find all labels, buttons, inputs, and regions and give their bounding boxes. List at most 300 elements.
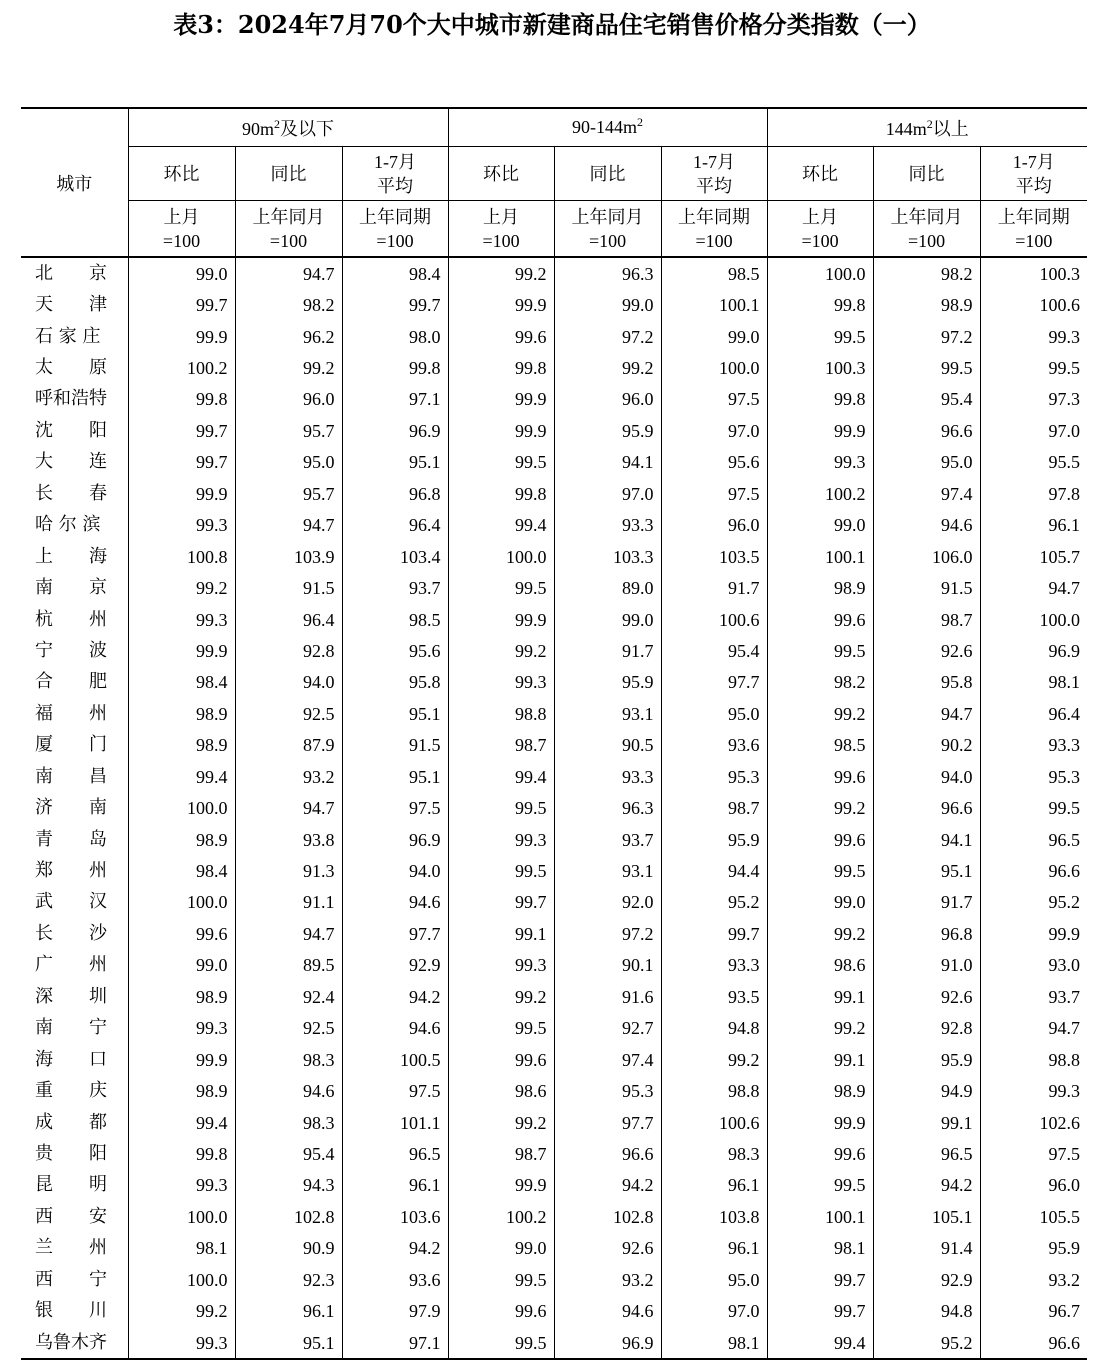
value-cell: 96.4 — [235, 604, 342, 635]
base-cell — [128, 201, 235, 258]
value-cell: 98.5 — [661, 257, 767, 289]
value-cell: 95.1 — [342, 761, 448, 792]
value-cell: 99.3 — [448, 667, 554, 698]
value-cell: 95.3 — [661, 761, 767, 792]
value-cell: 90.9 — [235, 1233, 342, 1264]
value-cell: 99.7 — [448, 887, 554, 918]
value-cell: 91.7 — [873, 887, 980, 918]
subheader-cell — [448, 147, 554, 201]
value-cell: 93.2 — [554, 1264, 661, 1295]
value-cell: 99.9 — [128, 1044, 235, 1075]
city-cell: 济 南 — [35, 797, 107, 819]
table-row — [21, 887, 1087, 918]
value-cell: 100.6 — [980, 289, 1087, 320]
base-text: 上年同期 — [678, 206, 751, 227]
value-cell: 100.2 — [128, 352, 235, 383]
value-cell: 99.5 — [980, 352, 1087, 383]
value-cell: 98.0 — [342, 321, 448, 352]
table-row — [21, 981, 1087, 1012]
value-cell: 98.8 — [448, 698, 554, 729]
group-header-large: $144m^2$以上 — [767, 108, 1087, 147]
value-cell: 93.6 — [342, 1264, 448, 1295]
value-cell: 103.6 — [342, 1201, 448, 1232]
value-cell: 93.6 — [661, 730, 767, 761]
value-cell: 100.3 — [980, 257, 1087, 289]
value-cell: 91.7 — [554, 635, 661, 666]
value-cell: 98.3 — [235, 1107, 342, 1138]
base-text: 上年同月 — [890, 206, 963, 227]
value-cell: 100.0 — [661, 352, 767, 383]
value-cell: 93.3 — [554, 761, 661, 792]
table-row — [21, 792, 1087, 823]
value-cell: 99.3 — [448, 950, 554, 981]
value-cell: 99.6 — [448, 1295, 554, 1326]
value-cell: 99.7 — [767, 1264, 873, 1295]
value-cell: 99.1 — [873, 1107, 980, 1138]
value-cell: 101.1 — [342, 1107, 448, 1138]
city-cell: 昆 明 — [35, 1174, 107, 1196]
base-cell — [661, 201, 767, 258]
value-cell: 97.2 — [873, 321, 980, 352]
value-cell: 95.7 — [235, 415, 342, 446]
value-cell: 99.6 — [767, 761, 873, 792]
value-cell: 94.7 — [873, 698, 980, 729]
value-cell: 99.1 — [448, 918, 554, 949]
value-cell: 99.5 — [448, 572, 554, 603]
value-cell: 97.4 — [554, 1044, 661, 1075]
base-text: =100 — [695, 230, 733, 251]
value-cell: 100.5 — [342, 1044, 448, 1075]
value-cell: 91.1 — [235, 887, 342, 918]
value-cell: 97.1 — [342, 1327, 448, 1359]
value-cell: 93.3 — [554, 510, 661, 541]
value-cell: 96.7 — [980, 1295, 1087, 1326]
value-cell: 98.9 — [128, 698, 235, 729]
value-cell: 98.1 — [128, 1233, 235, 1264]
city-cell: 南 京 — [35, 577, 107, 599]
value-cell: 99.1 — [767, 1044, 873, 1075]
table-row — [21, 1075, 1087, 1106]
city-cell: 石 家 庄 — [35, 325, 101, 347]
value-cell: 94.1 — [554, 447, 661, 478]
table-row — [21, 1295, 1087, 1326]
value-cell: 99.7 — [128, 447, 235, 478]
value-cell: 91.4 — [873, 1233, 980, 1264]
value-cell: 97.0 — [661, 1295, 767, 1326]
value-cell: 95.9 — [661, 824, 767, 855]
subheader-cell — [235, 147, 342, 201]
value-cell: 95.1 — [342, 447, 448, 478]
value-cell: 96.1 — [342, 1170, 448, 1201]
value-cell: 99.4 — [448, 761, 554, 792]
value-cell: 94.0 — [342, 855, 448, 886]
value-cell: 99.3 — [448, 824, 554, 855]
value-cell: 93.3 — [980, 730, 1087, 761]
value-cell: 92.7 — [554, 1013, 661, 1044]
table-body — [21, 257, 1087, 1359]
value-cell: 99.4 — [128, 1107, 235, 1138]
value-cell: 94.4 — [661, 855, 767, 886]
base-text: =100 — [801, 230, 839, 251]
value-cell: 96.0 — [980, 1170, 1087, 1201]
value-cell: 92.0 — [554, 887, 661, 918]
value-cell: 92.6 — [554, 1233, 661, 1264]
value-cell: 98.8 — [661, 1075, 767, 1106]
value-cell: 98.8 — [980, 1044, 1087, 1075]
value-cell: 105.1 — [873, 1201, 980, 1232]
value-cell: 99.4 — [128, 761, 235, 792]
value-cell: 98.9 — [128, 730, 235, 761]
value-cell: 99.4 — [767, 1327, 873, 1359]
value-cell: 94.0 — [235, 667, 342, 698]
value-cell: 96.6 — [980, 1327, 1087, 1359]
city-cell: 武 汉 — [35, 891, 107, 913]
value-cell: 96.1 — [661, 1233, 767, 1264]
table-row — [21, 824, 1087, 855]
value-cell: 94.9 — [873, 1075, 980, 1106]
value-cell: 96.5 — [873, 1138, 980, 1169]
subheader-cell — [128, 147, 235, 201]
value-cell: 99.9 — [128, 321, 235, 352]
table-row — [21, 698, 1087, 729]
city-cell: 杭 州 — [35, 608, 107, 630]
base-cell — [873, 201, 980, 258]
base-text: =100 — [482, 230, 520, 251]
value-cell: 100.0 — [767, 257, 873, 289]
value-cell: 99.6 — [448, 1044, 554, 1075]
value-cell: 98.9 — [128, 981, 235, 1012]
value-cell: 97.2 — [554, 321, 661, 352]
value-cell: 89.0 — [554, 572, 661, 603]
table-row — [21, 289, 1087, 320]
value-cell: 99.3 — [128, 510, 235, 541]
value-cell: 105.5 — [980, 1201, 1087, 1232]
value-cell: 99.7 — [767, 1295, 873, 1326]
value-cell: 99.2 — [235, 352, 342, 383]
table-row — [21, 1327, 1087, 1359]
value-cell: 98.5 — [767, 730, 873, 761]
value-cell: 98.7 — [448, 730, 554, 761]
value-cell: 95.8 — [873, 667, 980, 698]
table-row — [21, 1013, 1087, 1044]
table-row — [21, 572, 1087, 603]
value-cell: 103.4 — [342, 541, 448, 572]
value-cell: 95.2 — [661, 887, 767, 918]
base-cell — [554, 201, 661, 258]
value-cell: 90.2 — [873, 730, 980, 761]
value-cell: 92.9 — [342, 950, 448, 981]
value-cell: 96.6 — [873, 415, 980, 446]
city-cell: 郑 州 — [35, 860, 107, 882]
value-cell: 98.1 — [661, 1327, 767, 1359]
value-cell: 100.0 — [448, 541, 554, 572]
value-cell: 103.3 — [554, 541, 661, 572]
value-cell: 99.5 — [448, 1327, 554, 1359]
value-cell: 95.6 — [661, 447, 767, 478]
value-cell: 99.2 — [448, 1107, 554, 1138]
value-cell: 94.2 — [873, 1170, 980, 1201]
subheader-text: 平均 — [1015, 175, 1052, 196]
base-cell — [767, 201, 873, 258]
base-text: 上年同期 — [359, 206, 431, 227]
subheader-cell — [980, 147, 1087, 201]
value-cell: 98.7 — [661, 792, 767, 823]
value-cell: 99.5 — [448, 1013, 554, 1044]
value-cell: 94.2 — [554, 1170, 661, 1201]
value-cell: 99.3 — [128, 1170, 235, 1201]
value-cell: 97.0 — [980, 415, 1087, 446]
city-column-header: 城市 — [21, 108, 128, 257]
subheader-text: 同比 — [589, 163, 626, 184]
city-cell: 上 海 — [35, 545, 107, 567]
table-row — [21, 855, 1087, 886]
value-cell: 100.0 — [128, 792, 235, 823]
value-cell: 91.6 — [554, 981, 661, 1012]
subheader-cell — [554, 147, 661, 201]
value-cell: 91.5 — [873, 572, 980, 603]
value-cell: 98.2 — [767, 667, 873, 698]
value-cell: 96.6 — [980, 855, 1087, 886]
value-cell: 106.0 — [873, 541, 980, 572]
value-cell: 97.5 — [661, 384, 767, 415]
city-cell: 宁 波 — [35, 639, 107, 661]
value-cell: 91.3 — [235, 855, 342, 886]
value-cell: 95.6 — [342, 635, 448, 666]
base-row — [21, 201, 1087, 258]
value-cell: 92.8 — [235, 635, 342, 666]
value-cell: 98.5 — [342, 604, 448, 635]
value-cell: 98.7 — [448, 1138, 554, 1169]
city-cell: 呼和浩特 — [35, 388, 107, 410]
value-cell: 100.8 — [128, 541, 235, 572]
value-cell: 94.8 — [873, 1295, 980, 1326]
table-row — [21, 1044, 1087, 1075]
city-cell: 广 州 — [35, 954, 107, 976]
base-text: 上年同月 — [252, 206, 325, 227]
value-cell: 93.8 — [235, 824, 342, 855]
subheader-cell — [661, 147, 767, 201]
subheader-cell — [342, 147, 448, 201]
table-title: 表3：2024年7月70个大中城市新建商品住宅销售价格分类指数（一） — [173, 10, 931, 39]
value-cell: 99.6 — [128, 918, 235, 949]
value-cell: 94.1 — [873, 824, 980, 855]
city-cell: 厦 门 — [35, 734, 107, 756]
value-cell: 99.7 — [128, 289, 235, 320]
city-cell: 南 宁 — [35, 1017, 107, 1039]
value-cell: 94.7 — [980, 572, 1087, 603]
city-cell: 北 京 — [35, 262, 107, 284]
value-cell: 97.8 — [980, 478, 1087, 509]
value-cell: 94.6 — [342, 887, 448, 918]
value-cell: 97.3 — [980, 384, 1087, 415]
table-row — [21, 321, 1087, 352]
value-cell: 99.9 — [448, 384, 554, 415]
value-cell: 99.5 — [767, 321, 873, 352]
value-cell: 95.7 — [235, 478, 342, 509]
value-cell: 96.4 — [980, 698, 1087, 729]
value-cell: 95.0 — [873, 447, 980, 478]
value-cell: 99.5 — [767, 635, 873, 666]
value-cell: 96.8 — [873, 918, 980, 949]
value-cell: 97.5 — [342, 1075, 448, 1106]
value-cell: 99.0 — [554, 604, 661, 635]
city-cell: 重 庆 — [35, 1080, 107, 1102]
value-cell: 99.2 — [448, 981, 554, 1012]
value-cell: 93.5 — [661, 981, 767, 1012]
value-cell: 94.0 — [873, 761, 980, 792]
table-row — [21, 730, 1087, 761]
value-cell: 91.5 — [342, 730, 448, 761]
value-cell: 99.2 — [661, 1044, 767, 1075]
city-cell: 长 春 — [35, 482, 107, 504]
value-cell: 100.2 — [767, 478, 873, 509]
value-cell: 99.2 — [554, 352, 661, 383]
value-cell: 99.9 — [128, 478, 235, 509]
value-cell: 103.9 — [235, 541, 342, 572]
value-cell: 96.0 — [235, 384, 342, 415]
value-cell: 98.4 — [342, 257, 448, 289]
value-cell: 99.7 — [661, 918, 767, 949]
value-cell: 97.5 — [980, 1138, 1087, 1169]
subheader-text: 平均 — [377, 175, 413, 196]
value-cell: 99.3 — [128, 1327, 235, 1359]
value-cell: 96.9 — [980, 635, 1087, 666]
value-cell: 99.5 — [448, 1264, 554, 1295]
table-row — [21, 918, 1087, 949]
value-cell: 94.6 — [873, 510, 980, 541]
value-cell: 93.7 — [980, 981, 1087, 1012]
value-cell: 92.3 — [235, 1264, 342, 1295]
value-cell: 99.0 — [128, 950, 235, 981]
table-row — [21, 604, 1087, 635]
value-cell: 96.4 — [342, 510, 448, 541]
value-cell: 99.0 — [554, 289, 661, 320]
base-text: 上年同期 — [997, 206, 1070, 227]
value-cell: 96.1 — [235, 1295, 342, 1326]
value-cell: 97.0 — [554, 478, 661, 509]
value-cell: 102.8 — [235, 1201, 342, 1232]
value-cell: 94.6 — [342, 1013, 448, 1044]
value-cell: 95.9 — [980, 1233, 1087, 1264]
base-text: =100 — [588, 230, 627, 251]
value-cell: 99.3 — [767, 447, 873, 478]
city-cell: 青 岛 — [35, 828, 107, 850]
value-cell: 97.4 — [873, 478, 980, 509]
group-header-medium: $90-144m^2$ — [448, 108, 767, 147]
value-cell: 94.8 — [661, 1013, 767, 1044]
value-cell: 87.9 — [235, 730, 342, 761]
base-text: 上月 — [802, 206, 839, 227]
value-cell: 100.3 — [767, 352, 873, 383]
value-cell: 95.9 — [554, 667, 661, 698]
value-cell: 91.7 — [661, 572, 767, 603]
city-cell: 哈 尔 滨 — [35, 514, 101, 536]
value-cell: 99.5 — [448, 447, 554, 478]
value-cell: 95.3 — [554, 1075, 661, 1106]
city-cell: 西 宁 — [35, 1268, 107, 1290]
base-cell — [235, 201, 342, 258]
value-cell: 99.7 — [342, 289, 448, 320]
subheader-text: 同比 — [908, 163, 945, 184]
value-cell: 99.0 — [661, 321, 767, 352]
value-cell: 99.3 — [980, 321, 1087, 352]
value-cell: 98.9 — [767, 572, 873, 603]
price-index-table — [21, 107, 1087, 1360]
value-cell: 92.6 — [873, 635, 980, 666]
city-cell: 天 津 — [35, 294, 107, 316]
value-cell: 98.9 — [767, 1075, 873, 1106]
value-cell: 100.0 — [980, 604, 1087, 635]
value-cell: 96.0 — [554, 384, 661, 415]
value-cell: 100.0 — [128, 1201, 235, 1232]
value-cell: 99.2 — [128, 1295, 235, 1326]
value-cell: 93.7 — [554, 824, 661, 855]
city-cell: 南 昌 — [35, 765, 107, 787]
subheader-text: 环比 — [802, 163, 839, 184]
value-cell: 95.4 — [873, 384, 980, 415]
value-cell: 99.8 — [342, 352, 448, 383]
city-cell: 贵 阳 — [35, 1142, 107, 1164]
subheader-text: 1-7月 — [693, 151, 736, 172]
subheader-text: 同比 — [270, 163, 307, 184]
value-cell: 97.7 — [342, 918, 448, 949]
value-cell: 97.7 — [661, 667, 767, 698]
value-cell: 97.1 — [342, 384, 448, 415]
value-cell: 94.2 — [342, 1233, 448, 1264]
table-row — [21, 510, 1087, 541]
value-cell: 105.7 — [980, 541, 1087, 572]
value-cell: 99.8 — [128, 1138, 235, 1169]
value-cell: 102.6 — [980, 1107, 1087, 1138]
table-row — [21, 478, 1087, 509]
value-cell: 96.9 — [342, 415, 448, 446]
value-cell: 102.8 — [554, 1201, 661, 1232]
value-cell: 93.3 — [661, 950, 767, 981]
value-cell: 93.1 — [554, 698, 661, 729]
value-cell: 99.2 — [767, 698, 873, 729]
base-cell — [980, 201, 1087, 258]
value-cell: 99.9 — [448, 1170, 554, 1201]
value-cell: 92.5 — [235, 1013, 342, 1044]
table-row — [21, 1107, 1087, 1138]
table-row — [21, 384, 1087, 415]
value-cell: 96.6 — [873, 792, 980, 823]
value-cell: 99.2 — [767, 792, 873, 823]
value-cell: 99.9 — [128, 635, 235, 666]
value-cell: 95.5 — [980, 447, 1087, 478]
value-cell: 97.5 — [661, 478, 767, 509]
city-cell: 福 州 — [35, 702, 107, 724]
value-cell: 98.4 — [128, 855, 235, 886]
base-text: 上年同月 — [571, 206, 644, 227]
value-cell: 93.0 — [980, 950, 1087, 981]
city-cell: 大 连 — [35, 451, 107, 473]
subheader-cell — [873, 147, 980, 201]
base-cell — [448, 201, 554, 258]
value-cell: 96.3 — [554, 257, 661, 289]
value-cell: 96.2 — [235, 321, 342, 352]
value-cell: 99.2 — [448, 635, 554, 666]
value-cell: 100.0 — [128, 1264, 235, 1295]
value-cell: 98.9 — [128, 1075, 235, 1106]
value-cell: 92.9 — [873, 1264, 980, 1295]
value-cell: 93.1 — [554, 855, 661, 886]
value-cell: 96.0 — [661, 510, 767, 541]
table-row — [21, 635, 1087, 666]
value-cell: 98.1 — [767, 1233, 873, 1264]
table-row — [21, 447, 1087, 478]
base-text: =100 — [376, 230, 414, 251]
